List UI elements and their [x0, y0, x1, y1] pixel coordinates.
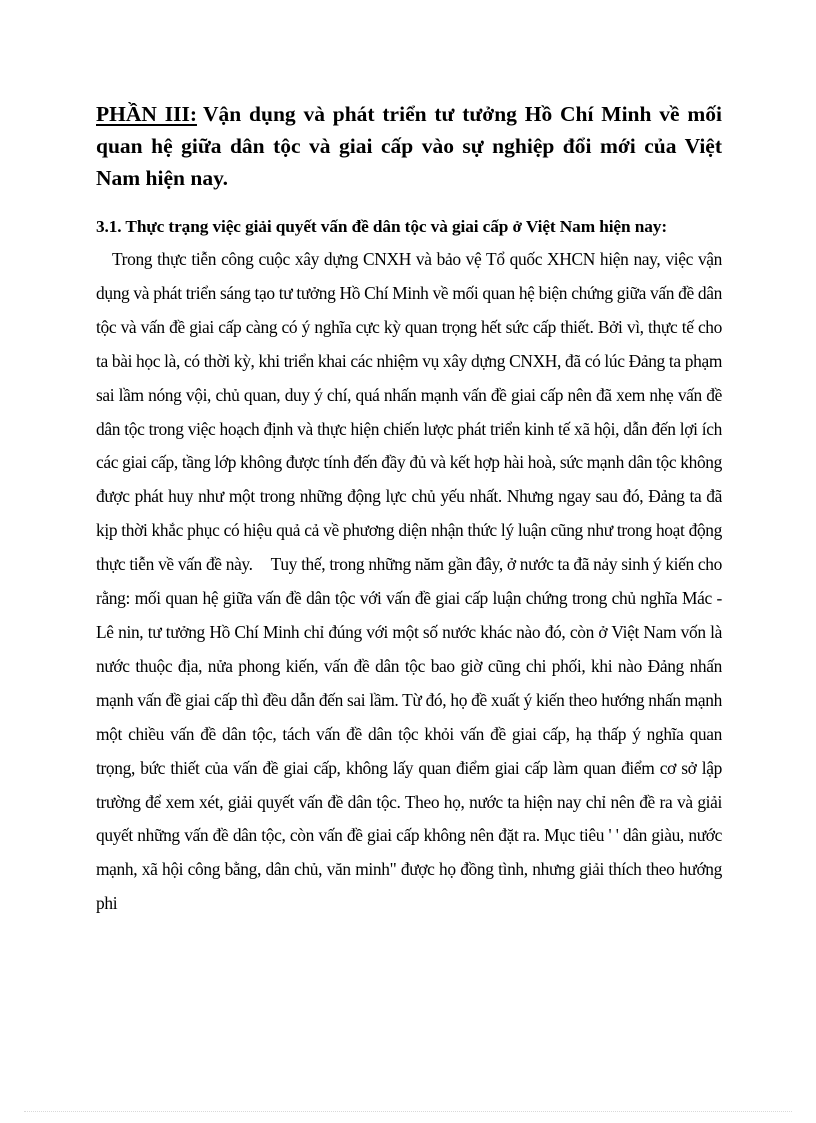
- section-heading: 3.1. Thực trạng việc giải quyết vấn đề dân tộc và giai cấp ở Việt Nam hiện nay:: [96, 217, 667, 236]
- part-title: Vận dụng và phát triển tư tưởng Hồ Chí Minh về mối quan hệ giữa dân tộc và giai cấp vào sự nghiệp đổi mới của Việt Nam hiện nay.: [96, 102, 722, 190]
- part-heading: [96, 98, 722, 194]
- part-label: PHẦN III:: [96, 102, 197, 126]
- document-page: [96, 98, 722, 921]
- body-paragraph: [96, 243, 722, 921]
- paragraph-1: Trong thực tiễn công cuộc xây dựng CNXH và bảo vệ Tổ quốc XHCN hiện nay, việc vận dụng và phát triển sáng tạo tư tưởng Hồ Chí Minh về mối quan hệ biện chứng giữa vấn đề dân tộc và vấn đề giai cấp càng có ý nghĩa cực kỳ quan trọng hết sức cấp thiết. Bởi vì, thực tế cho ta bài học là, có thời kỳ, khi triển khai các nhiệm vụ xây dựng CNXH, đã có lúc Đảng ta phạm sai lầm nóng vội, chủ quan, duy ý chí, quá nhấn mạnh vấn đề giai cấp nên đã xem nhẹ vấn đề dân tộc trong việc hoạch định và thực hiện chiến lược phát triển kinh tế xã hội, dẫn đến lợi ích các giai cấp, tầng lớp không được tính đến đầy đủ và kết hợp hài hoà, sức mạnh dân tộc không được phát huy như một trong những động lực chủ yếu nhất. Nhưng ngay sau đó, Đảng ta đã kịp thời khắc phục có hiệu quả cả về phương diện nhận thức lý luận cũng như trong hoạt động thực tiễn về vấn đề này.: [96, 249, 722, 575]
- paragraph-2: Tuy thế, trong những năm gần đây, ở nước ta đã nảy sinh ý kiến cho rằng: mối quan hệ giữa vấn đề dân tộc với vấn đề giai cấp luận chứng trong chủ nghĩa Mác - Lê nin, tư tưởng Hồ Chí Minh chỉ đúng với một số nước khác nào đó, còn ở Việt Nam vốn là nước thuộc địa, nửa phong kiến, vấn đề dân tộc bao giờ cũng chi phối, khi nào Đảng nhấn mạnh vấn đề giai cấp thì đều dẫn đến sai lầm. Từ đó, họ đề xuất ý kiến theo hướng nhấn mạnh một chiều vấn đề dân tộc, tách vấn đề dân tộc khỏi vấn đề giai cấp, hạ thấp ý nghĩa quan trọng, bức thiết của vấn đề giai cấp, không lấy quan điểm giai cấp làm quan điểm cơ sở lập trường để xem xét, giải quyết vấn đề dân tộc. Theo họ, nước ta hiện nay chỉ nên đề ra và giải quyết những vấn đề dân tộc, còn vấn đề giai cấp không nên đặt ra. Mục tiêu ' ' dân giàu, nước mạnh, xã hội công bằng, dân chủ, văn minh" được họ đồng tình, nhưng giải thích theo hướng phi: [96, 554, 722, 914]
- page-bottom-divider: [24, 1111, 792, 1112]
